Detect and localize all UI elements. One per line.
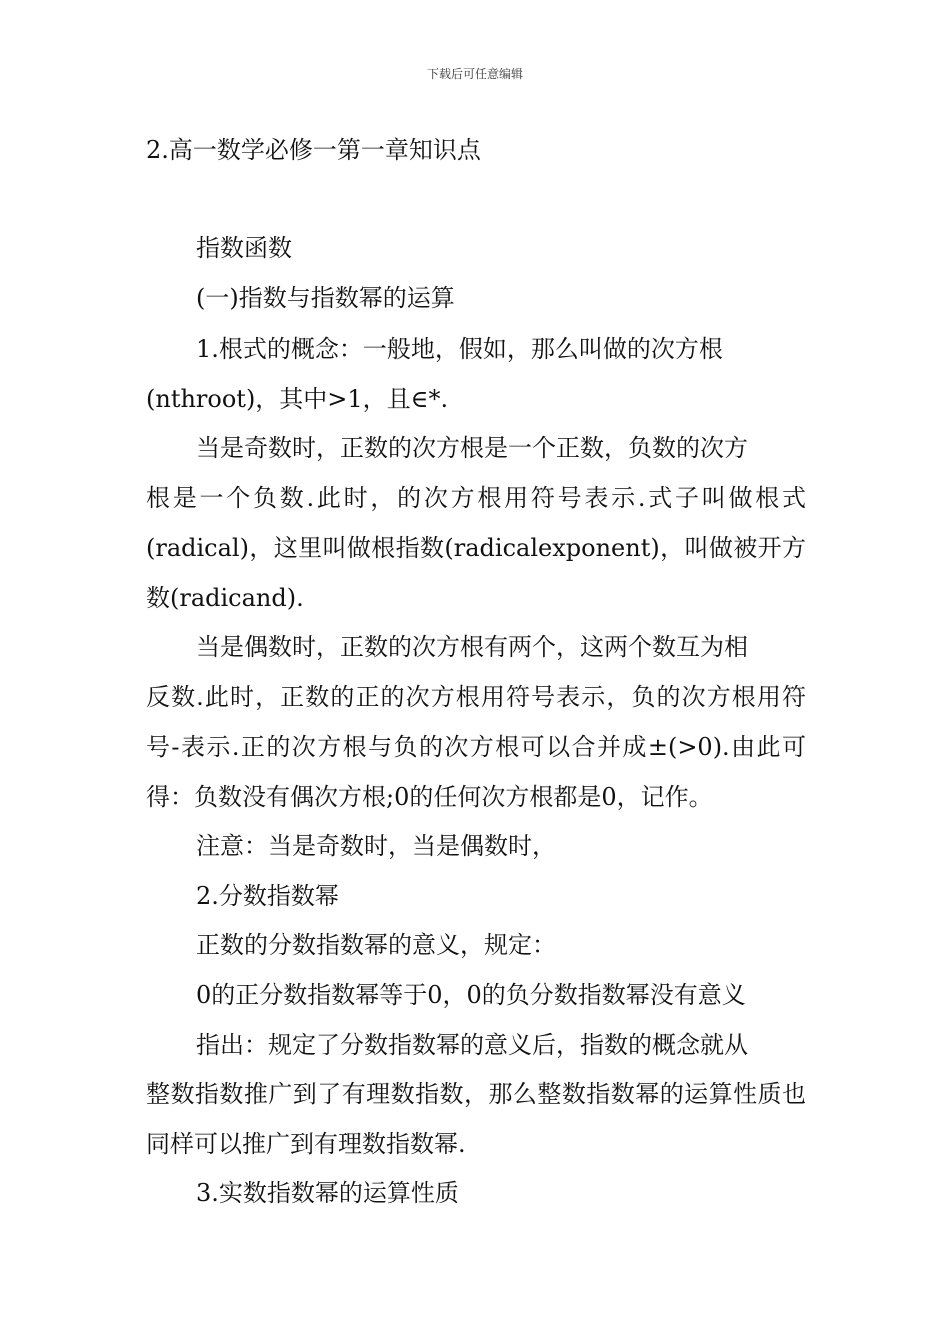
- definition-line: 正数的分数指数幂的意义，规定：: [196, 931, 556, 959]
- heading-fractional-exponent: 2.分数指数幂: [196, 882, 339, 910]
- subsection-heading: (一)指数与指数幂的运算: [196, 284, 455, 312]
- paragraph-continuation: 根是一个负数.此时，的次方根用符号表示.式子叫做根式(radical)，这里叫做根指数(radicalexponent)，叫做被开方数(radicand).: [146, 484, 806, 612]
- note-line: 注意：当是奇数时，当是偶数时，: [196, 832, 556, 860]
- zero-exponent-line: 0的正分数指数幂等于0，0的负分数指数幂没有意义: [196, 981, 746, 1009]
- paragraph-first-line: 1.根式的概念：一般地，假如，那么叫做的次方根: [196, 335, 723, 363]
- paragraph-first-line: 当是偶数时，正数的次方根有两个，这两个数互为相: [196, 633, 748, 661]
- paragraph-continuation: 反数.此时，正数的正的次方根用符号表示，负的次方根用符号-表示.正的次方根与负的次方根可以合并成±(>0).由此可得：负数没有偶次方根;0的任何次方根都是0，记作。: [146, 683, 806, 811]
- document-title: 2.高一数学必修一第一章知识点: [146, 136, 481, 164]
- heading-real-exponent-properties: 3.实数指数幂的运算性质: [196, 1179, 459, 1207]
- paragraph-first-line: 指出：规定了分数指数幂的意义后，指数的概念就从: [196, 1031, 748, 1059]
- paragraph-continuation: 整数指数推广到了有理数指数，那么整数指数幂的运算性质也同样可以推广到有理数指数幂.: [146, 1080, 806, 1158]
- paragraph-continuation: (nthroot)，其中>1，且∈*.: [146, 385, 449, 413]
- section-heading: 指数函数: [196, 234, 292, 262]
- page-header-note: 下载后可任意编辑: [426, 67, 523, 81]
- paragraph-first-line: 当是奇数时，正数的次方根是一个正数，负数的次方: [196, 434, 748, 462]
